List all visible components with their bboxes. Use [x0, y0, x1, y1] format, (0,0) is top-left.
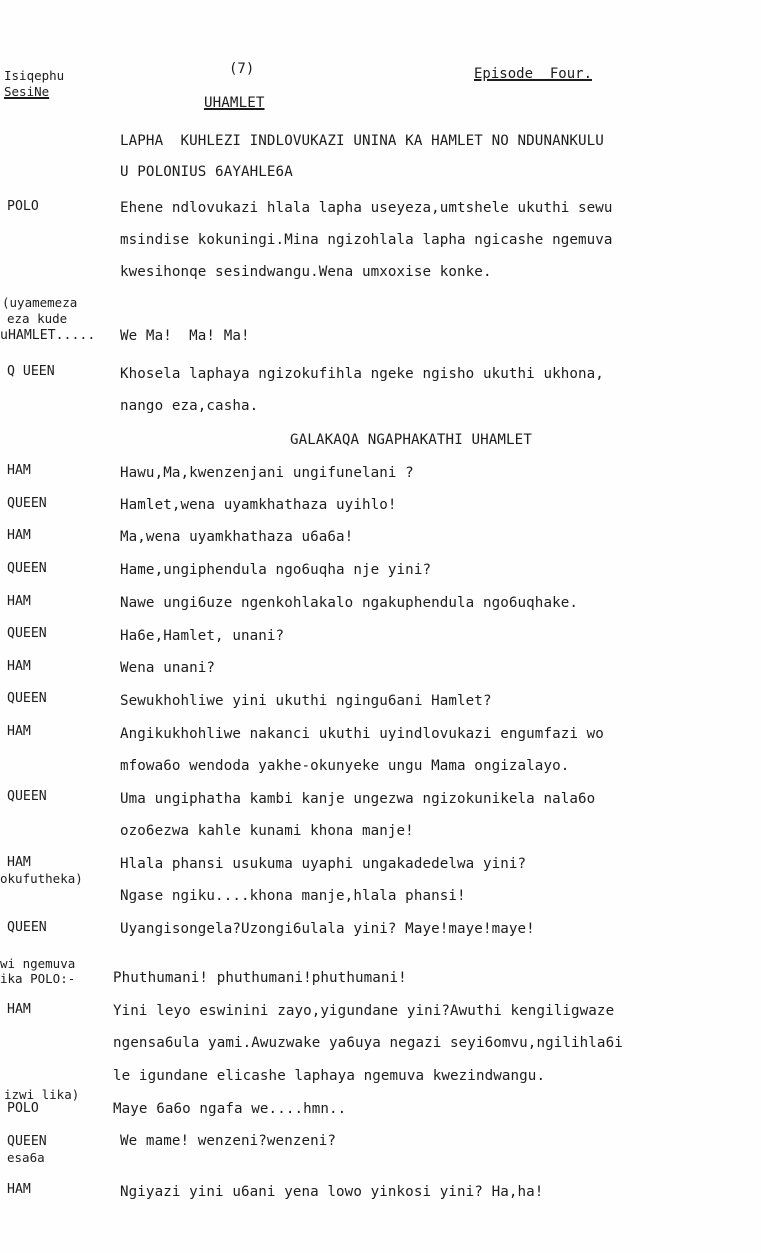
dialogue-line: Khosela laphaya ngizokufihla ngeke ngisho ukuthi ukhona, [120, 366, 604, 382]
dialogue-line: We Ma! Ma! Ma! [120, 328, 250, 344]
setting-line-2: U POLONIUS 6AYAHLE6A [120, 164, 293, 180]
episode-number-zulu: SesiNe [4, 84, 50, 99]
dialogue-line: Phuthumani! phuthumani!phuthumani! [113, 970, 407, 986]
stage-note: (uyamemeza [2, 295, 78, 310]
dialogue-line: Hlala phansi usukuma uyaphi ungakadedelwa yini? [120, 856, 527, 872]
speaker-label: QUEEN [7, 496, 47, 511]
dialogue-line: Wena unani? [120, 660, 216, 676]
dialogue-line: mfowa6o wendoda yakhe-okunyeke ungu Mama ongizalayo. [120, 758, 570, 774]
speaker-label: HAM [7, 855, 31, 870]
setting-line-1: LAPHA KUHLEZI INDLOVUKAZI UNINA KA HAMLET NO NDUNANKULU [120, 133, 604, 149]
dialogue-line: Ehene ndlovukazi hlala lapha useyeza,umtshele ukuthi sewu [120, 200, 613, 216]
dialogue-line: Ha6e,Hamlet, unani? [120, 628, 285, 644]
stage-note: eza kude [7, 311, 68, 326]
speaker-label: HAM [7, 1002, 31, 1017]
speaker-label: HAM [7, 528, 31, 543]
dialogue-line: Maye 6a6o ngafa we....hmn.. [113, 1101, 347, 1117]
dialogue-line: ozo6ezwa kahle kunami khona manje! [120, 823, 414, 839]
speaker-label: HAM [7, 724, 31, 739]
stage-note: wi ngemuva [0, 956, 76, 971]
dialogue-line: Hawu,Ma,kwenzenjani ungifunelani ? [120, 465, 414, 481]
stage-direction: GALAKAQA NGAPHAKATHI UHAMLET [290, 432, 532, 448]
stage-note: ika POLO:- [0, 971, 76, 986]
dialogue-line: Ngase ngiku....khona manje,hlala phansi! [120, 888, 466, 904]
speaker-label: POLO [7, 199, 39, 214]
dialogue-line: Ngiyazi yini u6ani yena lowo yinkosi yini? Ha,ha! [120, 1184, 544, 1200]
stage-note: esa6a [7, 1150, 45, 1165]
dialogue-line: Nawe ungi6uze ngenkohlakalo ngakuphendula ngo6uqhake. [120, 595, 579, 611]
dialogue-line: Uma ungiphatha kambi kanje ungezwa ngizokunikela nala6o [120, 791, 596, 807]
dialogue-line: Sewukhohliwe yini ukuthi ngingu6ani Hamlet? [120, 693, 492, 709]
speaker-label: POLO [7, 1101, 39, 1116]
dialogue-line: nango eza,casha. [120, 398, 259, 414]
speaker-label: QUEEN [7, 626, 47, 641]
speaker-label: HAM [7, 1182, 31, 1197]
dialogue-line: le igundane elicashe laphaya ngemuva kwezindwangu. [113, 1068, 546, 1084]
stage-note: izwi lika) [4, 1087, 80, 1102]
speaker-label: QUEEN [7, 691, 47, 706]
speaker-label: QUEEN [7, 789, 47, 804]
speaker-label: uHAMLET..... [0, 328, 96, 343]
dialogue-line: We mame! wenzeni?wenzeni? [120, 1133, 337, 1149]
dialogue-line: Hame,ungiphendula ngo6uqha nje yini? [120, 562, 432, 578]
speaker-label: HAM [7, 594, 31, 609]
speaker-label: QUEEN [7, 561, 47, 576]
dialogue-line: Ma,wena uyamkhathaza u6a6a! [120, 529, 354, 545]
dialogue-line: msindise kokuningi.Mina ngizohlala lapha ngicashe ngemuva [120, 232, 613, 248]
stage-note: okufutheka) [0, 871, 83, 886]
speaker-label: Q UEEN [7, 364, 55, 379]
dialogue-line: Hamlet,wena uyamkhathaza uyihlo! [120, 497, 397, 513]
episode-label-english: Episode Four. [474, 66, 593, 82]
dialogue-line: Uyangisongela?Uzongi6ulala yini? Maye!maye!maye! [120, 921, 535, 937]
dialogue-line: kwesihonqe sesindwangu.Wena umxoxise konke. [120, 264, 492, 280]
dialogue-line: Angikukhohliwe nakanci ukuthi uyindlovukazi engumfazi wo [120, 726, 604, 742]
speaker-label: QUEEN [7, 920, 47, 935]
page-title: UHAMLET [204, 95, 265, 111]
speaker-label: QUEEN [7, 1134, 47, 1149]
dialogue-line: Yini leyo eswinini zayo,yigundane yini?Awuthi kengiligwaze [113, 1003, 615, 1019]
speaker-label: HAM [7, 463, 31, 478]
speaker-label: HAM [7, 659, 31, 674]
dialogue-line: ngensa6ula yami.Awuzwake ya6uya negazi seyi6omvu,ngilihla6i [113, 1035, 623, 1051]
episode-label-zulu: Isiqephu [4, 68, 65, 83]
page-number: (7) [229, 61, 255, 77]
